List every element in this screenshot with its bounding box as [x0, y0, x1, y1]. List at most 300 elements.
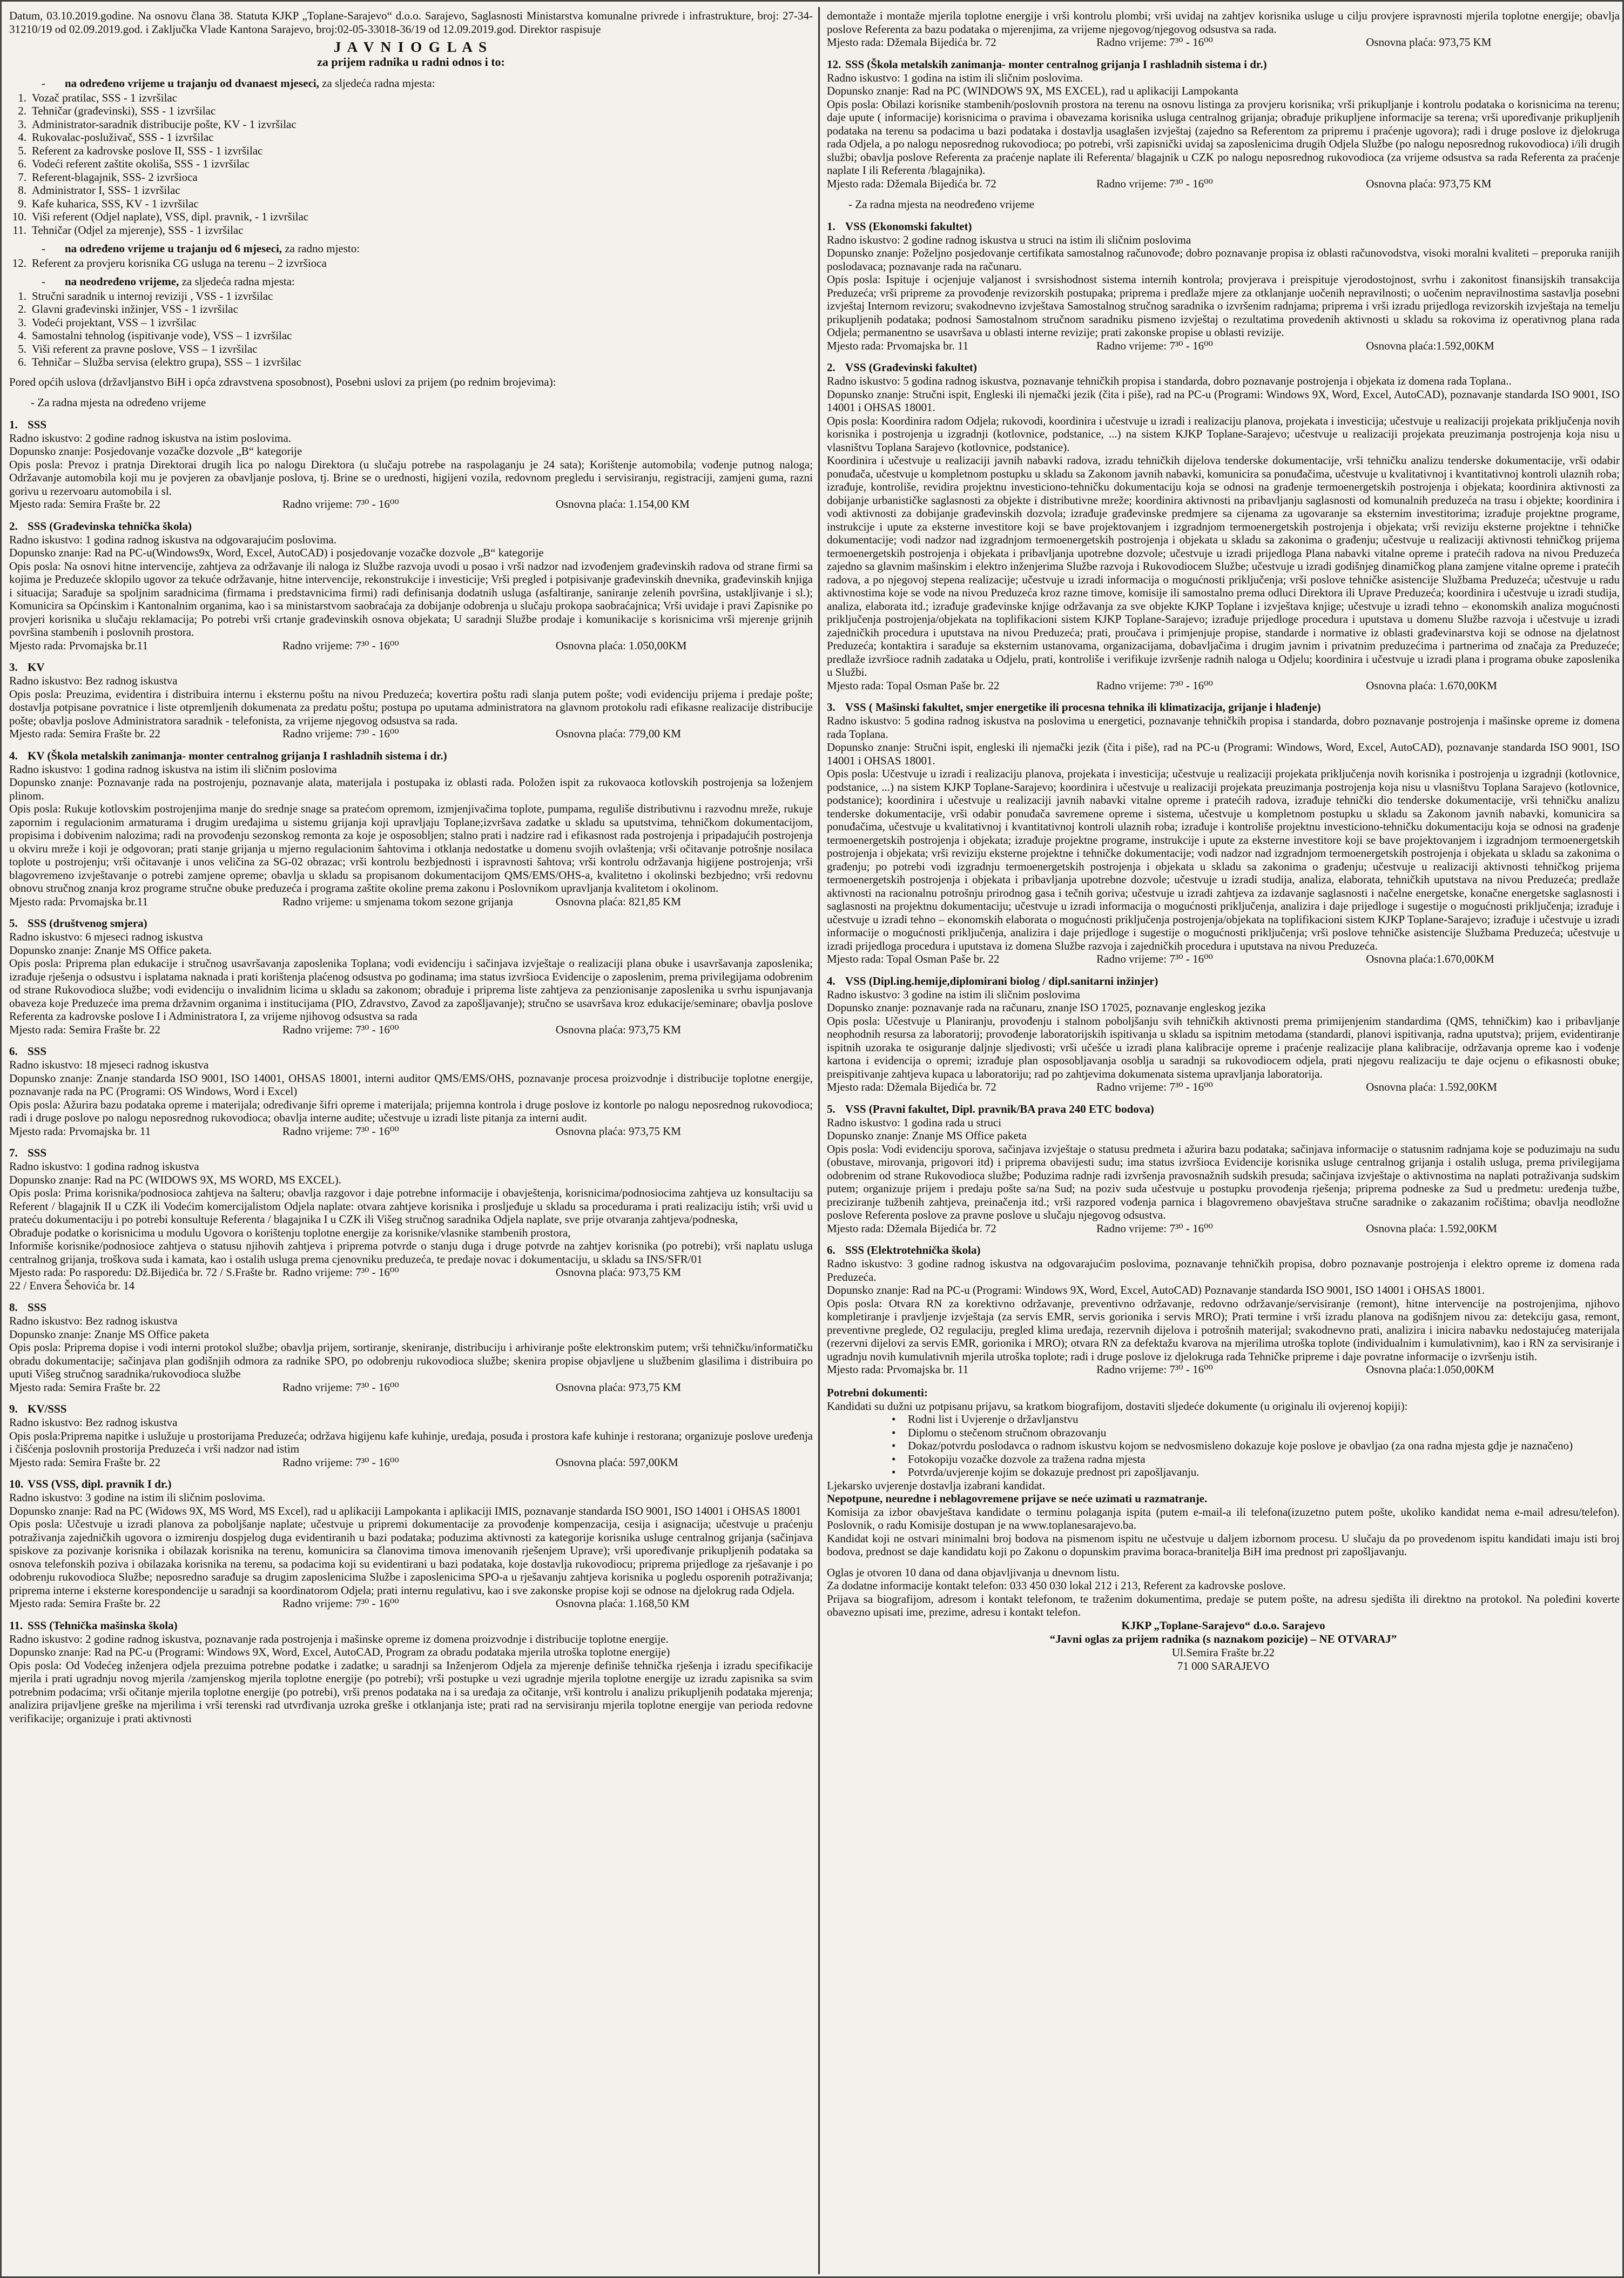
job-heading: [9, 1146, 813, 1160]
job-paragraph: Opis posla: Učestvuje u izradi i realizaciju planova, projekata i investicija; učestvuje u realizaciji projekata priključenja novih korisnika i postrojenja u izgradnji (kotlovnice, podstanice, ...) na sistem KJKP Toplane-Sarajevo; koordinira i učestvuje u realizaciji projekata preuzimanja postrojenja koja nisu u vlasništvu Toplana Sarajevo (kotlovnice, podstanice); koordinira i učestvuje u realizaciji javnih nabavki vitalne opreme i pratećih radova, izrađuje tehnički dio tenderske dokumentacije, vrši tehničku analizu tenderske dokumentacije, vrši odabir ponuđača savremene opreme i sistema, učestvuje u kompletnom postupku u skladu sa Zakonom javnih nabavki, komunicira sa ponuđačima, učestvuje u kvalitativnoj i kvantitativnoj kontroli ulaznih roba; izrađuje i kontroliše projektnu investiciono-tehničku dokumentaciju koja se odnosi na građenje termoenergetskih postrojenja i objekata; izrađuje projektne programe, instrukcije i upute za eksterne investitore koji se bave projektovanjem i izgradnjom termoenergetskih postrojenja i objekata; vrši reviziju eksterne projektne i tehničke dokumentacije; vodi nadzor nad izgradnjom termoenergetskih postrojenja i objekata u skladu sa zakonima o građenju; po potrebi vodi izgradnju termoenergetskih postrojenja i objekata u skladu sa zakonima o građenju; učestvuje u realizaciji aktivnosti tehničkog prijema termoenergetskih postrojenja i objekata i pribavljanja upotrebne dozvole; učestvuje u izradi studija, analiza, elaborata, tehničkih uputstava na nivou Preduzeća; predlaže aktivnosti na racionalnu potrošnju prirodnog gasa i tečnih goriva; učestvuje u izradi zahtjeva za izdavanje saglasnosti i načelne energetske, konačne energetske saglasnosti i saglasnosti na projektnu dokumentaciju; učestvuje u izradi informacija o mogućnosti priključenja, analizira i daje prijedloge i sugestije o mogućnosti priključenja; izrađuje i učestvuje u izradi tehno – ekonomskih elaborata o mogućnosti priključenja postrojenja/objekata na toplifikacioni sistem KJKP Toplane-Sarajevo; izrađuje i učestvuje u izradi informacije o mogućnosti priključenja, analizira i daje prijedloge i sugestije o mogućnosti priključenja; vrši poslove tehničke asistencije Službama Preduzeća; učestvuje u izradi prijedloga procedura i uputstava iz domena Službe razvoja i zajedničkih procedura i uputstava na nivou Preduzeća.: [827, 767, 1620, 952]
job-paragraph: Opis posla: Vodi evidenciju sporova, sačinjava izvještaje o statusu predmeta i ažurira bazu podataka; sačinjava informacije o statusnim radnjama koje se poduzimaju na sudu (obustave, mirovanja, prigovori itd) i priprema obavijesti sudu; ima status izvršioca Evidencije korisnika usluge centralnog grijanja i ostalih usluga, prema privilegijama odobrenim od strane Rukovodioca službe; Poduzima radnje radi izvršenja pravosnažnih sudskih presuda; sačinjava izvještaje o aktivnostima na naplati potraživanja sudskim putem; organizuje prijem i predaju pošte sa/na Sud; na poziv suda učestvuje u postupku provođenja rješenja; priprema podneske za Sud u predmetu: uređenja tužbe, preciziranje tužbenih zahtjeva, preinačenja itd.; vrši razpored vođenja parnica i blagovremeno obavještava stručne saradnike o zakazanim ročištima; obavlja neodložne poslove Referenta poslove za pravne poslove u slučaju njegovog odsustva.: [827, 1142, 1620, 1221]
job-paragraph: Opis posla: Učestvuje u izradi planova za poboljšanje naplate; učestvuje u pripremi dokumentacije za provođenje kompenzacija, cesija i asignacija; učestvuje u praćenju potraživanja zajedničkih ugovora o izmirenju dospjelog duga evidentiranih u bazi podataka; poduzima aktivnosti za kategorije korisnika usluge centralnog grijanja (sačinjava spiskove za pozivanje korisnika i obilazak korisnika na terenu, komunicira sa članovima timova imenovanih rješenjem Uprave); vrši upoređivanje prikupljenih podataka sa osnova telefonskih poziva i obilazaka korisnika na terenu, sa podacima koji su evidentirani u bazi podataka, koje dostavlja rukovodiocu; priprema prijedloge za rješavanje i po odobrenju rukovodioca Službe; neposredno sarađuje sa drugim zaposlenicima Službe i zaposlenicima SPO-a u rješavanju zahtjeva korisnika u pogledu osporenih potraživanja; priprema interne i eksterne korespondencije u saradnji sa koordinatorom Odjela; prati internu regulativu, kao i sve zakonske propise koji se odnose na djelokrug rada Odjela.: [9, 1517, 813, 1597]
job-listing: [827, 361, 1620, 692]
position-number: 4.: [18, 131, 26, 144]
document-text: Fotokopiju vozačke dozvole za tražena radna mjesta: [908, 1452, 1145, 1466]
job-paragraph: Radno iskustvo: 1 godina radnog iskustva na odgovarajućim poslovima.: [9, 533, 337, 546]
job-salary: Osnovna plaća:1.592,00KM: [1366, 339, 1494, 352]
position-number: 9.: [18, 197, 26, 210]
job-time: Radno vrijeme: 7³⁰ - 16⁰⁰: [1096, 1363, 1213, 1376]
position-number: 8.: [18, 184, 26, 197]
job-location-row: [9, 639, 813, 653]
job-place: Mjesto rada: Semira Frašte br. 22: [9, 498, 160, 510]
note-incomplete: Nepotpune, neuredne i neblagovremene prijave se neće uzimati u razmatranje.: [827, 1492, 1208, 1505]
job-paragraph: Radno iskustvo: 3 godine na istim ili sličnim poslovima.: [9, 1491, 266, 1504]
job-number: 2.: [827, 361, 835, 374]
job-location-row: [9, 895, 813, 909]
position-item: [9, 144, 813, 158]
job-place: Mjesto rada: Džemala Bijedića br. 72: [827, 1221, 996, 1235]
documents-intro: Kandidati su dužni uz potpisanu prijavu, sa kratkom biografijom, dostaviti sljedeće dokumente (u originalu ili ovjerenoj kopiji):: [827, 1399, 1408, 1413]
bullet: •: [892, 1452, 896, 1466]
column-divider: [818, 7, 820, 2274]
job-location-row: [9, 1456, 813, 1469]
job-paragraph: Opis posla: Učestvuje u Planiranju, provođenju i stalnom poboljšanju svih tehničkih aktivnosti prema primijenjenim standardima (QMS, tehničkim) kao i pribavljanje neophodnih resursa za laboratorij; provođenje laboratorijskih ispitivanja u skladu sa ispitnim metodama (standardi, planovi ispitivanja, radna uputstva); prijem, evidentiranje ispitnih uzoraka te osiguranje daljnje sljedivosti; vrši učešće u izradi plana kalibracije opreme i praćenje realizacije plana kalibracije, održavanja opreme kao i vođenje kartona i evidencija o opremi; izrađuje plan osposobljavanja osoblja u saradnji sa rukovodiocem odjela, prati njegovu realizaciju te daje ocjenu o efikasnosti obuke; preispitivanje zahtjeva kupaca u laboratoriju; rad po zahtjevima dokumenata sistema upravljanja laboratorija.: [827, 1014, 1620, 1080]
position-item: [9, 131, 813, 144]
job-paragraph: Dopunsko znanje: Stručni ispit, engleski ili njemački jezik (čita i piše), rad na PC-u (Programi: Windows, Word, Excel, AutoCAD), poznavanje standarda ISO 9001, ISO 14001 i OHSAS 18001.: [827, 741, 1620, 767]
job-place: Mjesto rada: Prvomajska br. 11: [827, 1363, 969, 1376]
job-paragraph: Informiše korisnike/podnosioce zahtjeva o statusu njihovih zahtjeva i priprema potvrde o stanju duga i druge potvrde na zahtjev korisnika (po potrebi); vrši naplatu usluga centralnog grijanja, troškova suda i kamata, kao i ostalih usluga prema cjenovniku preduzeća, te predaje novac i dokumentaciju, u skladu sa INS/SFR/01: [9, 1239, 813, 1266]
document-item: [892, 1426, 1620, 1440]
job-salary: Osnovna plaća: 973,75 KM: [555, 1266, 681, 1279]
group-heading-rest: za radno mjesto:: [282, 242, 360, 255]
document-item: [892, 1413, 1620, 1426]
position-item: [9, 210, 813, 224]
position-title: Stručni saradnik u internoj reviziji , VSS - 1 izvršilac: [32, 289, 273, 303]
fixed-term-jobs: [9, 418, 813, 1725]
document-text: Potvrda/uvjerenje kojim se dokazuje prednost pri zapošljavanju.: [908, 1466, 1200, 1479]
job-location-row: [9, 1381, 813, 1394]
job-number: 8.: [9, 1301, 18, 1314]
job-heading: [9, 418, 813, 432]
job-paragraph: Radno iskustvo: 1 godina radnog iskustva: [9, 1160, 199, 1173]
position-number: 6.: [18, 157, 26, 170]
job-location-row: [9, 727, 813, 741]
document-item: [892, 1466, 1620, 1479]
group-heading-bold: na neodređeno vrijeme,: [65, 275, 179, 288]
job-paragraph: Opis posla: Na osnovi hitne intervencije, zahtjeva za održavanje ili naloga iz Službe razvoja uvodi u posao i vrši nadzor nad izvođenjem građevinskih radova od strane firmi sa kojima je Preduzeće sklopilo ugovor za tekuće održavanje, hitne intervencije, rekonstrukcije i investicije; Vrši pregled i potpisivanje građevinskih dnevnika, građevinskih knjiga i situacija; Sarađuje sa spoljnim saradnicima (firmama i predstavnicima firmi) radi definisanja dodatnih usluga (asfaltiranje, saniranje zelenih površina, ustakljivanje i sl.); Komunicira sa Općinskim i Kantonalnim organima, kao i sa ministarstvom saobraćaja za dobijanje odobrenja u slučaju prokopa saobraćajnica; Vrši uvidaje i pravi Zapisnike po provjeri korisnika u slučaju reklamacija; Po potrebi vrši crtanje građevinskih osnova objekata; U saradnji Službe prodaje i komunikacije s korisnicima vrši mjerenje grijnih površina stambenih i poslovnih prostora.: [9, 559, 813, 639]
job-number: 12.: [827, 57, 841, 71]
job-place: Mjesto rada: Topal Osman Paše br. 22: [827, 678, 1000, 692]
job-listing: [9, 418, 813, 511]
job-salary: Osnovna plaća:1.670,00KM: [1366, 952, 1494, 965]
bullet: •: [892, 1413, 896, 1426]
job-paragraph: Radno iskustvo: 1 godina radnog iskustva na istim ili sličnim poslovima: [9, 762, 337, 776]
job-paragraph: Dopunsko znanje: Rad na PC (Widows 9X, MS Word, MS Excel), rad u aplikaciji Lampokanta i aplikaciji IMIS, poznavanje standarda ISO 9001, ISO 14001 i OHSAS 18001: [9, 1504, 801, 1517]
job-time: Radno vrijeme: 7³⁰ - 16⁰⁰: [282, 1597, 399, 1610]
job-listing: [9, 520, 813, 653]
job-salary: Osnovna plaća: 1.168,50 KM: [555, 1597, 690, 1610]
job-paragraph: Radno iskustvo: 3 godine na istim ili sličnim poslovima: [827, 987, 1080, 1001]
job-listing: [9, 1301, 813, 1394]
job-number: 1.: [9, 418, 18, 431]
document-text: Dokaz/potvrdu poslodavca o radnom iskustvu kojom se nedvosmisleno dokazuje koje poslove je obavljao (za ona radna mjesta gdje je naznačeno): [908, 1439, 1573, 1452]
job-number: 11.: [9, 1618, 23, 1632]
job-number: 10.: [9, 1477, 24, 1490]
job-12: [827, 58, 1620, 191]
position-item: [9, 303, 813, 316]
job-paragraph: Opis posla: Ispituje i ocjenjuje valjanost i svrsishodnost sistema internih kontrola; provjerava i preispituje vjerodostojnost, svrhu i zakonitost finansijskih transakcija Preduzeća; vrši pripreme za provođenje revizorskih postupaka; priprema i predlaže mjere za otklanjanje uočenih nepravilnosti; o uočenim nepravilnostima sastavlja posebni izvještaj Internom revizoru; svakodnevno izvještava Samostalnog stručnog saradnika o izvršenim radnjama; priprema i vrši izradu prijedloga revizorskih izvještaja na temelju prikupljenih podataka; podnosi Samostalnom stručnom saradniku pismeno izvještaj o rezultatima provedenih aktivnosti u skladu sa rokovima iz operativnog plana rada Odjela; permanentno se usavršava u oblasti interne revizije; prati zakonske propise u oblasti revizije.: [827, 273, 1620, 339]
documents-list: [827, 1413, 1620, 1479]
job-paragraph: Dopunsko znanje: Znanje standarda ISO 9001, ISO 14001, OHSAS 18001, interni auditor QMS/EMS/OHS, poznavanje procesa proizvodnje i distribucije toplotne energije, poznavanje rada na PC (Programi: OS Windows, Word i Excel): [9, 1071, 813, 1098]
job-listing: [9, 661, 813, 741]
job-listing: [9, 1619, 813, 1725]
job-heading: [9, 1619, 813, 1632]
job-place: Mjesto rada: Džemala Bijedića br. 72: [827, 1080, 996, 1093]
job-paragraph: Opis posla: Priprema dopise i vodi interni protokol službe; obavlja prijem, sortiranje, skeniranje, distribuciju i arhiviranje pošte elektronskim putem; vrši tehničku/informatičku obradu dokumentacije; sačinjava plan godišnjih odmora za radnike SPO, po odobrenju rukovodioca službe; skenira propise objavljene u službenim glasilima i distribuira po uputi Višeg stručnog saradnika/rukovodioca službe: [9, 1341, 813, 1380]
job-salary: Osnovna plaća: 973,75 KM: [555, 1023, 681, 1036]
job-paragraph: Radno iskustvo: Bez radnog iskustva: [9, 1416, 178, 1429]
position-title: Tehničar – Služba servisa (elektro grupa), SSS – 1 izvršilac: [32, 355, 301, 368]
position-item: [9, 316, 813, 330]
position-title: Viši referent za pravne poslove, VSS – 1 izvršilac: [32, 342, 258, 355]
job-paragraph: Dopunsko znanje: Rad na PC-u (Programi: Windows 9X, Word, Excel, AutoCAD) Poznavanje standarda ISO 9001, ISO 14001 i OHSAS 18001.: [827, 1284, 1485, 1296]
job-location-row: [827, 1222, 1620, 1235]
job-paragraph: Radno iskustvo: 5 godina radnog iskustva na poslovima u energetici, poznavanje tehničkih propisa i standarda, dobro poznavanje postrojenja i mašinske opreme iz domena rada Toplana.: [827, 714, 1620, 741]
job-paragraph: Obrađuje podatke o korisnicima u modulu Ugovora o korištenju toplotne energije za korisnike/vlasnike stambenih prostora,: [9, 1226, 571, 1239]
group-heading: [42, 77, 813, 90]
job-paragraph: Radno iskustvo: 1 godina rada u struci: [827, 1116, 1002, 1129]
document-item: [892, 1439, 1620, 1453]
bullet: •: [892, 1426, 896, 1439]
job-salary: Osnovna plaća: 1.592,00KM: [1366, 1080, 1497, 1093]
intro-text: Datum, 03.10.2019.godine. Na osnovu člana 38. Statuta KJKP „Toplane-Sarajevo“ d.o.o. Sarajevo, Saglasnosti Ministarstva komunalne privrede i infrastrukture, broj: 27-34-31210/19 od 02.09.2019.god. i Zaključka Vlade Kantona Sarajevo, broj:02-05-33018-36/19 od 12.09.2019.god. Direktor raspisuje: [9, 9, 813, 36]
position-group: [9, 275, 813, 369]
group-dash: -: [42, 275, 45, 288]
job-paragraph: Dopunsko znanje: Poznavanje rada na postrojenju, poznavanje alata, materijala i postupaka iz oblasti rada. Položen ispit za rukovaoca kotlovskih postrojenja sa loženjem plinom.: [9, 776, 813, 802]
job-heading: [9, 749, 813, 763]
group-dash: -: [42, 242, 45, 255]
group-heading-bold: na određeno vrijeme u trajanju od 6 mjeseci,: [65, 242, 282, 255]
job-place: Mjesto rada: Po rasporedu: Dž.Bijedića br. 72 / S.Frašte br. 22 / Envera Šehovića br. 14: [9, 1266, 278, 1292]
job-heading: [827, 361, 1620, 374]
job-salary: Osnovna plaća: 973,75 KM: [555, 1380, 681, 1394]
job-heading: [827, 701, 1620, 714]
position-number: 3.: [18, 117, 26, 131]
job-number: 7.: [9, 1146, 18, 1159]
position-item: [9, 355, 813, 369]
job-time: Radno vrijeme: 7³⁰ - 16⁰⁰: [1096, 678, 1213, 692]
position-item: [9, 157, 813, 171]
position-title: Viši referent (Odjel naplate), VSS, dipl. pravnik, - 1 izvršilac: [32, 210, 309, 223]
document-item: [892, 1453, 1620, 1466]
position-number: 12.: [12, 256, 26, 270]
job-heading: [827, 58, 1620, 71]
job-place: Mjesto rada: Džemala Bijedića br. 72: [827, 177, 996, 190]
job-listing: [9, 1477, 813, 1610]
job-place: Mjesto rada: Prvomajska br.11: [9, 639, 149, 652]
job-heading: [9, 1402, 813, 1416]
position-title: Vodeći projektant, VSS – 1 izvršilac: [32, 315, 197, 329]
job-paragraph: Radno iskustvo: 3 godine radnog iskustva na odgovarajućim poslovima, poznavanje tehničkih propisa, dobro poznavanje postrojenja i elektro opreme iz domena rada Preduzeća.: [827, 1257, 1620, 1284]
job-listing: [9, 1045, 813, 1138]
job-salary: Osnovna plaća: 1.670,00KM: [1366, 678, 1497, 692]
job-place: Mjesto rada: Prvomajska br.11: [9, 895, 149, 908]
job-location-row: [827, 177, 1620, 191]
job-location-row: [9, 498, 813, 511]
document-text: Diplomu o stečenom stručnom obrazovanju: [908, 1426, 1107, 1439]
note-contact: Za dodatne informacije kontakt telefon: 033 450 030 lokal 212 i 213, Referent za kadrovske poslove.: [827, 1579, 1286, 1592]
job-paragraph: Opis posla: Koordinira radom Odjela; rukovodi, koordinira i učestvuje u izradi i realizaciju planova, projekata i investicija; učestvuje u realizaciji projekata priključenja novih korisnika i postrojenja u izgradnji (kotlovnice, podstanice, ...) na sistem KJKP Toplane-Sarajevo; učestvuje u realizaciji projekata preuzimanja postrojenja koja nisu u vlasništvu Toplana Sarajevo (kotlovnice, podstanice).: [827, 414, 1620, 454]
position-title: Referent-blagajnik, SSS- 2 izvršioca: [32, 170, 198, 184]
group-heading-rest: za sljedeća radna mjesta:: [319, 77, 435, 90]
job-time: Radno vrijeme: 7³⁰ - 16⁰⁰: [1096, 1080, 1213, 1093]
job-time: Radno vrijeme: 7³⁰ - 16⁰⁰: [282, 498, 399, 510]
job-title: KV: [28, 661, 45, 674]
job-location-row: [827, 952, 1620, 966]
job-paragraph: Dopunsko znanje: Znanje MS Office paketa.: [9, 943, 212, 957]
job-heading: [9, 917, 813, 930]
job-title: SSS: [28, 1301, 47, 1314]
position-title: Tehničar (Odjel za mjerenje), SSS - 1 izvršilac: [32, 223, 244, 237]
documents-heading: Potrebni dokumenti:: [827, 1386, 928, 1399]
position-title: Vodeći referent zaštite okoliša, SSS - 1 izvršilac: [32, 157, 250, 170]
job-paragraph: Opis posla: Rukuje kotlovskim postrojenjima manje do srednje snage sa pratećom opremom, izmjenjivačima toplote, pumpama, regulišе distributivnu i razvodnu mreže, rukuje zapornim i regulacionim armaturama i drugim uređajima u sistemu grijanja koji upravljaju Toplane;izvršava zadatke u skladu sa uputstvima, tehničkom dokumentacijom, propisima i dobivenim nalozima; radi na provođenju sezonskog remonta za koje je osposobljen; stalno prati i nadzire rad i efikasnost rada postrojenja i pripadajućih postrojenja u okviru mreže i koji je odgovoran; prati stanje grijanja u mjerno regulacionim šahtovima i otklanja nedostatke u domenu svojih ovlaštenja; vrši očitavanje potrošnje nosilaca toplote u postrojenju; vrši očitavanje i unos veličina za SG-02 obrazac; vrši kontrolu bezbjednosti i ispravnosti šahtova; vrši kontrolu održavanja higijene postrojenja; vrši blagovremeno izvještavanje o potrebi zamjene opreme; obavlja u skladu sa propisanom dokumentacijom QMS/EMS/OHS-a, kvalitetno i okolinski bezbjedno; vrši redovnu obnovu stručnog znanja kroz programe stručne obuke preduzeća i programa zaštite okoline prema zakonu i Poslovnikom upravljanja kvalitetom i okolinom.: [9, 802, 813, 895]
job-time: Radno vrijeme: 7³⁰ - 16⁰⁰: [1096, 339, 1213, 352]
job-listing: [9, 749, 813, 909]
job-listing: [827, 220, 1620, 353]
job-paragraph: Radno iskustvo: 6 mjeseci radnog iskustva: [9, 930, 203, 943]
job-title: VSS (Pravni fakultet, Dipl. pravnik/BA prava 240 ETC bodova): [845, 1102, 1154, 1116]
job-title: VSS (Dipl.ing.hemije,diplomirani biolog / dipl.sanitarni inžinjer): [845, 974, 1158, 987]
job-time: Radno vrijeme: 7³⁰ - 16⁰⁰: [1096, 177, 1213, 190]
bullet: •: [892, 1466, 896, 1479]
job-number: 1.: [827, 219, 835, 233]
job-paragraph: Radno iskustvo: Bez radnog iskustva: [9, 1314, 178, 1327]
job-place: Mjesto rada: Semira Frašte br. 22: [9, 1023, 160, 1036]
job-paragraph: Opis posla:Priprema napitke i uslužuje u prostorijama Preduzeća; održava higijenu kafe kuhinje, uređaja, posuđa i prostora kafe kuhinje i restorana; organizuje poslove uređenja i čišćenja poslovnih prostorija Preduzeća i vrši nadzor nad istim: [9, 1429, 813, 1455]
job-paragraph: Opis posla: Preuzima, evidentira i distribuira internu i eksternu poštu na nivou Preduzeća; kovertira poštu radi slanja putem pošte; vodi evidenciju prijema i predaje pošte; dostavlja potpisane povratnice i liste otpremljenih dokumenata za predatu poštu; postupa po uputama administratora na glavnom protokolu radi efikasne realizacije distribucije pošte; obavlja poslove Administratora saradnik - telefonista, za vrijeme njegovog odsustva sa rada.: [9, 687, 813, 727]
position-title: Referent za provjeru korisnika CG usluga na terenu – 2 izvršioca: [32, 256, 327, 270]
location-place: Mjesto rada: Džemala Bijedića br. 72: [827, 36, 996, 49]
job-number: 5.: [827, 1102, 835, 1116]
job-salary: Osnovna plaća: 1.050,00KM: [555, 639, 687, 652]
position-number: 2.: [18, 104, 26, 117]
job-number: 5.: [9, 917, 18, 930]
job-heading: [827, 975, 1620, 988]
position-title: Glavni građevinski inžinjer, VSS - 1 izvršilac: [32, 303, 238, 315]
job-time: Radno vrijeme: 7³⁰ - 16⁰⁰: [282, 1124, 399, 1138]
position-title: Kafe kuharica, SSS, KV - 1 izvršilac: [32, 197, 199, 210]
job-number: 6.: [9, 1045, 18, 1058]
group-heading: [42, 242, 813, 256]
position-title: Rukovalac-posluživač, SSS - 1 izvršilac: [32, 131, 214, 144]
job-time: Radno vrijeme: 7³⁰ - 16⁰⁰: [282, 1380, 399, 1394]
job-salary: Osnovna plaća: 779,00 KM: [555, 727, 681, 740]
position-groups: [9, 77, 813, 369]
job-title: VSS ( Mašinski fakultet, smjer energetike ili procesna tehnika ili klimatizacija, grijanje i hlađenje): [845, 701, 1321, 714]
job-paragraph: Dopunsko znanje: Stručni ispit, Engleski ili njemački jezik (čita i piše), rad na PC-u (Programi: Windows 9X, Word, Excel, AutoCAD), poznavanje standarda ISO 9001, ISO 14001 i OHSAS 18001.: [827, 387, 1620, 414]
position-title: Vozač pratilac, SSS - 1 izvršilac: [32, 91, 178, 104]
job-place: Mjesto rada: Semira Frašte br. 22: [9, 1597, 160, 1610]
job-location-row: [9, 1125, 813, 1138]
position-number: 4.: [18, 329, 26, 342]
group-heading-rest: za sljedeća radna mjesta:: [179, 275, 295, 288]
footer-envelope: “Javni oglas za prijem radnika (s naznakom pozicije) – NE OTVARAJ”: [1049, 1632, 1397, 1645]
position-number: 7.: [18, 170, 26, 184]
note-medical: Ljekarsko uvjerenje dostavlja izabrani kandidat.: [827, 1479, 1046, 1492]
job-time: Radno vrijeme: 7³⁰ - 16⁰⁰: [282, 727, 399, 740]
continued-job-text: demontaže i montaže mjerila toplotne energije i vrši kontrolu plombi; vrši uvidaj na zahtjev korisnika usluge u cilju provjere ispravnosti mjerila toplotne energije; obavlja poslove Referenta za bazu podataka o mjerenjima, za vrijeme njegovog/njegovog odsustva sa rada.: [827, 9, 1620, 36]
job-paragraph: Opis posla: Ažurira bazu podataka opreme i materijala; određivanje šifri opreme i materijala; prijemna kontrola i druge poslove iz kontorle po nalogu neposrednog rukovodioca; radi i druge poslove po nalogu neposrednog rukovodioca; obavlja interne audite; učestvuje u izradi liste pitanja za interni audit.: [9, 1098, 813, 1124]
position-item: [9, 104, 813, 118]
notice-subtitle: za prijem radnika u radni odnos i to:: [317, 55, 505, 69]
job-title: SSS: [28, 1146, 47, 1159]
job-number: 2.: [9, 519, 18, 533]
job-listing: [9, 1402, 813, 1469]
group-heading: [42, 275, 813, 288]
job-heading: [9, 1045, 813, 1058]
position-title: Administrator-saradnik distribucije pošte, KV - 1 izvršilac: [32, 117, 297, 131]
job-title: SSS: [28, 418, 47, 431]
footer-city: 71 000 SARAJEVO: [1177, 1659, 1270, 1672]
position-item: [9, 342, 813, 356]
job-number: 4.: [9, 749, 18, 762]
job-location-row: [827, 339, 1620, 353]
job-salary: Osnovna plaća: 973,75 KM: [1366, 177, 1492, 190]
job-number: 9.: [9, 1402, 18, 1415]
position-number: 5.: [18, 342, 26, 355]
job-time: Radno vrijeme: 7³⁰ - 16⁰⁰: [282, 1023, 399, 1036]
job-paragraph: Dopunsko znanje: Rad na PC-u(Windows9x, Word, Excel, AutoCAD) i posjedovanje vozačke dozvole „B“ kategorije: [9, 546, 544, 559]
job-paragraph: Dopunsko znanje: Poželjno posjedovanje certifikata samostalnog računovođe; dobro poznavanje propisa iz oblasti računovodstva, visoki moralni kvaliteti – preporuka ranijih poslodavaca; poznavanje rada na računaru.: [827, 246, 1620, 273]
note-points: Kandidat koji ne ostvari minimalni broj bodova na pismenom ispitu ne učestvuje u daljem izbornom procesu. U slučaju da po provedenom ispitu kandidati imaju isti broj bodova, prednost se daje kandidatu koji po Zakonu o dopunskim pravima boraca-branitelja BiH ima prednost pri zapošljavanju.: [827, 1531, 1620, 1558]
position-title: Tehničar (građevinski), SSS - 1 izvršilac: [32, 104, 216, 117]
job-listing: [827, 975, 1620, 1094]
job-place: Mjesto rada: Prvomajska br. 11: [9, 1124, 151, 1138]
location-salary: Osnovna plaća: 973,75 KM: [1366, 36, 1492, 49]
position-number: 11.: [12, 223, 26, 237]
footer-street: Ul.Semira Frašte br.22: [1171, 1645, 1275, 1659]
job-salary: Osnovna plaća: 821,85 KM: [555, 895, 681, 908]
job-time: Radno vrijeme: 7³⁰ - 16⁰⁰: [1096, 952, 1213, 965]
job-paragraph: Radno iskustvo: 2 godine radnog iskustva, poznavanje rada postrojenja i mašinske opreme iz domena proizvodnje i distribucije toplotne energije.: [9, 1632, 669, 1645]
job-salary: Osnovna plaća: 597,00KM: [555, 1455, 678, 1469]
job-salary: Osnovna plaća: 1.154,00 KM: [555, 498, 690, 510]
position-title: Samostalni tehnolog (ispitivanje vode), VSS – 1 izvršilac: [32, 329, 292, 342]
job-title: SSS (Tehnička mašinska škola): [28, 1618, 178, 1632]
job-time: Radno vrijeme: u smjenama tokom sezone grijanja: [282, 895, 513, 908]
bullet: •: [892, 1439, 896, 1452]
note-commission: Komisija za izbor obavještava kandidate o terminu polaganja ispita (putem e-mail-a ili telefona(izuzetno putem pošte, ukoliko kandidat nema e-mail adresu/telefon). Poslovnik, o radu Komisije dostupan je na www.toplanesarajevo.ba.: [827, 1505, 1620, 1531]
position-item: [9, 197, 813, 211]
job-time: Radno vrijeme: 7³⁰ - 16⁰⁰: [282, 639, 399, 652]
position-group: [9, 77, 813, 237]
job-paragraph: Dopunsko znanje: Rad na PC (WINDOWS 9X, MS EXCEL), rad u aplikaciji Lampokanta: [827, 84, 1238, 97]
position-number: 3.: [18, 315, 26, 329]
position-number: 6.: [18, 355, 26, 368]
job-paragraph: Radno iskustvo: 2 godine radnog iskustva u struci na istim ili sličnim poslovima: [827, 233, 1191, 246]
position-item: [9, 329, 813, 342]
position-number: 2.: [18, 303, 26, 315]
position-item: [9, 257, 813, 270]
job-listing: [827, 701, 1620, 966]
job-time: Radno vrijeme: 7³⁰ - 16⁰⁰: [282, 1455, 399, 1469]
job-title: KV (Škola metalskih zanimanja- monter centralnog grijanja I rashladnih sistema i dr.): [28, 749, 447, 762]
right-column: [827, 9, 1620, 2273]
job-paragraph: Dopunsko znanje: poznavanje rada na računaru, znanje ISO 17025, poznavanje engleskog jezika: [827, 1001, 1266, 1014]
job-paragraph: Dopunsko znanje: Znanje MS Office paketa: [827, 1129, 1027, 1142]
job-listing: [827, 58, 1620, 191]
job-heading: [827, 1244, 1620, 1257]
group-dash: -: [42, 77, 45, 90]
job-place: Mjesto rada: Semira Frašte br. 22: [9, 1455, 160, 1469]
job-paragraph: Opis posla: Priprema plan edukacije i stručnog usavršavanja zaposlenika Toplana; vodi evidenciju i sačinjava izvještaje o realizaciji plana obuke i usavršavanja zaposlenika; izrađuje rješenja o odsustvu i isplatama naknada i prati korištenja plaćenog odsustva po godinama; ima status izvršioca Evidencije o zaposlenim, prema privilegijama odobrenim od strane Rukovodioca službe; vodi evidenciju o invalidnim licima u skladu sa zakonom; obrađuje i priprema liste zahtjeva za penzionisanje zaposlenika u svrhu ispunjavanja obaveza koje Preduzeće ima prema državnim organima i institucijama (PIO, Zdravstvo, Zavod za zapošljavanje); stručno se usavršava kroz edukacije/seminare; obavlja poslove Referenta za kadrovske poslove I i Administratora I, za vrijeme njihovog odsustva sa rada: [9, 957, 813, 1023]
job-place: Mjesto rada: Semira Frašte br. 22: [9, 727, 160, 740]
job-paragraph: Dopunsko znanje: Znanje MS Office paketa: [9, 1327, 209, 1341]
job-salary: Osnovna plaća: 1.592,00KM: [1366, 1221, 1497, 1235]
job-paragraph: Radno iskustvo: Bez radnog iskustva: [9, 674, 178, 687]
left-column: [9, 9, 813, 2273]
job-listing: [9, 1146, 813, 1292]
position-number: 10.: [12, 210, 26, 223]
job-paragraph: Opis posla: Od Vodećeg inženjera odjela prezuima potrebne podatke i zadatke; u saradnji sa Inženjerom Odjela za mjerenje definiše tehnička rješenja i izradu specifikacije mjerila i prati ugradnju novog mjerila /zamjenskog mjerila toplotne energije (po potrebi); vrši postupke u vezi ugradnje mjerila toplotne energije uz izradu zapisnika sa svim potrebnim podacima; vrši očitanje mjerila toplotne energije (po potrebi), vrši prenos podataka na i sa uređaja za očitanje, vrši kontrolu i analizu prikupljenih podataka mjerenja; analizira prijavljene greške na mjerilima i vrši terenski rad utvrđivanja uzroka greške i otklanjanja iste; prati rad na servisiranju mjerila toplotne energije van perioda redovne verifikacije; organizuje i prati aktivnosti: [9, 1658, 813, 1725]
job-heading: [9, 1301, 813, 1314]
document-text: Rodni list i Uvjerenje o državljanstvu: [908, 1413, 1079, 1426]
continued-job-location: [827, 36, 1620, 49]
indefinite-jobs: [827, 220, 1620, 1376]
position-number: 5.: [18, 144, 26, 157]
position-group: [9, 242, 813, 270]
job-title: VSS (Građevinski fakultet): [845, 361, 977, 374]
job-place: Mjesto rada: Semira Frašte br. 22: [9, 1380, 160, 1394]
job-heading: [9, 1477, 813, 1491]
job-title: KV/SSS: [28, 1402, 67, 1415]
general-conditions: Pored općih uslova (državljanstvo BiH i opća zdravstvena sposobnost), Posebni uslovi za prijem (po rednim brojevima):: [9, 375, 556, 388]
job-paragraph: Opis posla: Obilazi korisnike stambenih/poslovnih prostora na terenu na osnovu listinga za provjeru korisnika; vrši prikupljanje i kontrolu podataka o korisnicima na terenu; daje upute ( informacije) korisnicima o pravima i obavezama korisnika usluga centralnog grijanja; obrađuje prikupljene informacije sa terena; vrši upoređivanje prikupljenih podataka na terenu sa podacima u bazi podataka i dostavlja usaglašen izvještaj (zajedno sa Referentom za pripremu i praćenje ugovora); radi i druge poslove iz djelokruga rada Odjela, a po nalogu neposrednog rukovodioca; po potrebi, vrši zapisnički uvidaj sa zaposlenicima drugih Odjela Službe (po nalogu neposrednog rukovodioca) i/ili drugih službi; obavlja poslove Referenta za praćenje naplate ili Referenta/ blagajnik u CZK po nalogu neposrednog rukovodioca (za vrijeme odsustva sa rada Referenta za praćenje naplate I ili Referenta /blagajnika).: [827, 97, 1620, 177]
job-paragraph: Radno iskustvo: 5 godina radnog iskustva, poznavanje tehničkih propisa i standarda, dobro poznavanje postrojenja i objekata iz domena rada Toplana..: [827, 374, 1512, 387]
position-item: [9, 118, 813, 131]
job-paragraph: Koordinira i učestvuje u realizaciji javnih nabavki radova, izradu tehničkih dijelova tenderske dokumentacije, vrši tehničku analizu tenderske dokumentacije, vrši odabir ponuđača, učestvuje u kompletnom postupku u skladu sa Zakonom javnih nabavki, komunicira sa ponuđačima, učestvuje u kvalitativnoj i kvantitativnoj kontroli ulaznih roba; izrađuje, kontroliše, revidira projektnu investiciono-tehničku dokumentaciju koja se odnosi na građenje termoenergetskih postrojenja i objekata; koordinira aktivnosti za dobijanje urbanističke saglasnosti za objekte i distributivne mreže; koordinira aktivnosti na pribavljanju saglasnosti od komunalnih preduzeća na trasu i objekte; koordinira i vodi aktivnosti za dobijanje građevinskih dozvola; izrađuje građevinske predmjere sa cijenama za ugovaranje sa eksternim investitorima; izrađuje projektne programe, instrukcije i upute za eksterne investitore koji se bave projektovanjem i izgradnjom termoenergetskih postrojenja i objekata; vrši reviziju eksterne projektne i tehničke dokumentacije; vodi nadzor nad izgradnjom termoenergetskih postrojenja i objekata u skladu sa zakonima o građenju; učestvuje u realizaciji aktivnosti tehničkog prijema termoenergetskih postrojenja i objekata i pribavljanja upotrebne dozvole; učestvuje u izradi prijedloga Plana nabavki vitalne opreme i pratećih radova na nivou Preduzeća zajedno sa glavnim mašinskim i elektro inženjerima Službe razvoja i Rukovodiocem Službe; učestvuje u izradi godišnjeg dinamičkog plana zamjene vitalne opreme i pratećih radova, a po njegovoj stepena realizacije; učestvuje u izradi informacija o mogućnosti priključenja; vrši poslove tehničke asistencije Službama Preduzeća; učestvuje u radu aktivnostima koje se vode na nivou Preduzeća kroz razne timove, komisije ili samostalno prema odluci Direktora ili Uprave Preduzeća; koordinira i učestvuje u izradi studija, analiza, elaborata itd.; izrađuje građevinske knjige održavanja za sve objekte KJKP Toplane i izvještava knjige; učestvuje u izradi tehno – ekonomskih analiza mogućnosti priključenja postrojenja/objekata na toplifikacioni sistem KJKP Toplane-Sarajevo; izrađuje prijedloge procedura i uputstava u domenu Službe razvoja i učestvuje u izradi zajedničkih procedura i uputstava na nivou Preduzeća; prati, proučava i primjenjuje propise, standarde i normative iz oblasti građevinarstva koji se odnose na djelatnost Preduzeća; kontaktira i sarađuje sa eksternim ustanovama, organizacijama, dobavljačima i drugim javnim i privatnim preduzećima i partnerima od značaja za Preduzeće; predlaže izvršioce radnih zadataka u Odjelu, prati, kontroliše i verifikuje izvršenje radnih naloga u Odjelu; koordinira i učestvuje u izradi plana i programa obuke zaposlenika u Službi.: [827, 454, 1620, 678]
job-paragraph: Dopunsko znanje: Rad na PC-u (Programi: Windows 9X, Word, Excel, AutoCAD, Program za obradu podataka mjerila utroška toplotne energije): [9, 1645, 670, 1658]
job-title: SSS (Elektrotehnička škola): [845, 1244, 981, 1256]
location-time: Radno vrijeme: 7³⁰ - 16⁰⁰: [1096, 36, 1213, 49]
job-paragraph: Dopunsko znanje: Posjedovanje vozačke dozvole „B“ kategorije: [9, 445, 302, 458]
job-number: 3.: [827, 701, 835, 714]
indefinite-subheading: - Za radna mjesta na neodređeno vrijeme: [848, 198, 1035, 211]
job-heading: [9, 520, 813, 533]
position-title: Referent za kadrovske poslove II, SSS - 1 izvršilac: [32, 144, 263, 157]
job-listing: [827, 1244, 1620, 1376]
job-time: Radno vrijeme: 7³⁰ - 16⁰⁰: [282, 1266, 399, 1279]
job-paragraph: Opis posla: Otvara RN za korektivno održavanje, preventivno održavanje, redovno održavanje/servisiranje (remont), hitne intervencije na postrojenjima, njihovo kompletiranje i pravljenje izvještaja (za servis EMR, servis gorionika i servis MRO); Prati termine i vrši izradu planova na godišnjem nivou za: detekciju gasa, remont, preventivne preglede, O2 regulaciju, pregled klima uređaja, rezervnih dijelova i potrošnih materijal; svakodnevno prati, analizira i inicira nabavku nedostajućeg materijala (rezervni dijelovi za servis EMR, gorionika i MRO); otvara RN za defektažu kvarova na mjerilima utroška toplote (individualnim i kumulativnim), kao i RN za servisiranje i ugradnju novih kumulativnih mjerila utroška toplote; radi i druge poslove iz djelokruga rada Tehničke pripreme i daje povratne informacije o izvršenju istih.: [827, 1296, 1620, 1363]
job-location-row: [827, 1363, 1620, 1376]
job-heading: [827, 220, 1620, 233]
position-item: [9, 184, 813, 197]
job-heading: [9, 661, 813, 674]
job-number: 3.: [9, 661, 18, 674]
job-title: VSS (Ekonomski fakultet): [845, 219, 972, 233]
position-item: [9, 171, 813, 184]
job-salary: Osnovna plaća:1.050,00KM: [1366, 1363, 1494, 1376]
job-salary: Osnovna plaća: 973,75 KM: [555, 1124, 681, 1138]
job-listing: [827, 1103, 1620, 1235]
job-time: Radno vrijeme: 7³⁰ - 16⁰⁰: [1096, 1221, 1213, 1235]
job-location-row: [9, 1023, 813, 1037]
job-location-row: [9, 1266, 813, 1292]
position-item: [9, 91, 813, 105]
job-location-row: [9, 1597, 813, 1610]
job-paragraph: Radno iskustvo: 2 godine radnog iskustva na istim poslovima.: [9, 431, 292, 445]
note-open: Oglas je otvoren 10 dana od dana objavljivanja u dnevnom listu.: [827, 1565, 1120, 1579]
footer-company: KJKP „Toplane-Sarajevo“ d.o.o. Sarajevo: [1121, 1618, 1325, 1632]
job-paragraph: Radno iskustvo: 1 godina na istim ili sličnim poslovima.: [827, 71, 1083, 84]
job-number: 4.: [827, 974, 835, 987]
position-number: 1.: [18, 289, 26, 303]
position-number: 1.: [18, 91, 26, 104]
job-title: VSS (VSS, dipl. pravnik I dr.): [28, 1477, 172, 1490]
position-item: [9, 224, 813, 237]
job-place: Mjesto rada: Prvomajska br. 11: [827, 339, 969, 352]
job-title: SSS (Građevinska tehnička škola): [28, 519, 192, 533]
job-location-row: [827, 679, 1620, 693]
job-title: SSS: [28, 1045, 47, 1058]
job-place: Mjesto rada: Topal Osman Paše br. 22: [827, 952, 1000, 965]
position-title: Administrator I, SSS- 1 izvršilac: [32, 184, 180, 197]
job-paragraph: Opis posla: Prevoz i pratnja Direktorai drugih lica po nalogu Direktora (u slučaju potrebe na raspolaganju je 24 sata); Korištenje automobila; vođenje putnog naloga; Održavanje automobila koji mu je povjeren za obavljanje poslova, tj. Brine se o urednosti, higijeni vozila, redovnom pregledu i servisiranju, registraciji, zamjeni guma, razni gorivu u rezervoaru automobila i sl.: [9, 458, 813, 498]
job-title: SSS (Škola metalskih zanimanja- monter centralnog grijanja I rashladnih sistema i dr.): [845, 57, 1267, 71]
position-item: [9, 290, 813, 303]
job-listing: [9, 917, 813, 1036]
